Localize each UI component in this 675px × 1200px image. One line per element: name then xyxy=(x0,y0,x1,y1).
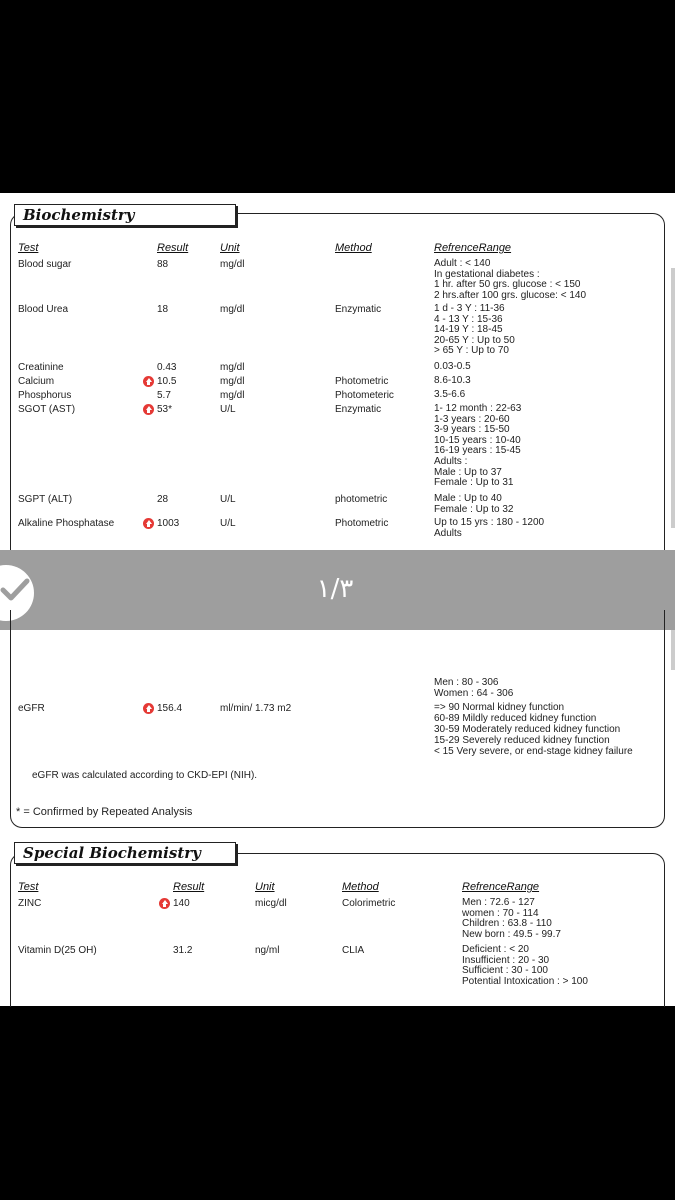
test-method: Enzymatic xyxy=(335,304,382,315)
sp-header-range: RefrenceRange xyxy=(462,881,540,893)
test-name: Alkaline Phosphatase xyxy=(18,518,115,529)
reference-range-line: 1 hr. after 50 grs. glucose : < 150 xyxy=(434,279,581,291)
test-result: 10.5 xyxy=(157,376,177,387)
test-unit: mg/dl xyxy=(220,304,245,315)
alk-range-women: Women : 64 - 306 xyxy=(434,688,514,699)
special-biochemistry-title: Special Biochemistry xyxy=(14,842,236,864)
header-range: RefrenceRange xyxy=(434,242,512,254)
test-result: 53* xyxy=(157,404,173,415)
reference-range-line: 1-3 years : 20-60 xyxy=(434,413,510,425)
test-result: 0.43 xyxy=(157,362,177,373)
high-flag-icon xyxy=(143,703,154,714)
reference-range-line: 4 - 13 Y : 15-36 xyxy=(434,313,503,325)
egfr-range-5: < 15 Very severe, or end-stage kidney failure xyxy=(434,746,633,757)
test-name: Blood Urea xyxy=(18,304,69,315)
egfr-range-3: 30-59 Moderately reduced kidney function xyxy=(434,724,621,735)
reference-range-line: 1 d - 3 Y : 11-36 xyxy=(434,303,505,314)
reference-range-line: Adults : xyxy=(434,456,468,467)
reference-range-line: 0.03-0.5 xyxy=(434,361,471,372)
reference-range-line: women : 70 - 114 xyxy=(462,907,539,919)
test-name: Phosphorus xyxy=(18,390,72,401)
test-result: 88 xyxy=(157,259,169,270)
reference-range-line: New born : 49.5 - 99.7 xyxy=(462,928,561,940)
reference-range-line: Female : Up to 31 xyxy=(434,477,514,489)
egfr-range-4: 15-29 Severely reduced kidney function xyxy=(434,735,610,746)
test-name: Blood sugar xyxy=(18,259,72,270)
test-unit: mg/dl xyxy=(220,362,245,373)
reference-range-line: 1- 12 month : 22-63 xyxy=(434,403,522,414)
test-result: 31.2 xyxy=(173,945,193,956)
header-test: Test xyxy=(18,242,39,254)
header-result: Result xyxy=(157,242,189,254)
reference-range-line: Up to 15 yrs : 180 - 1200 xyxy=(434,517,545,528)
report-page-1 xyxy=(0,193,675,550)
test-unit: mg/dl xyxy=(220,259,245,270)
reference-range-line: Insufficient : 20 - 30 xyxy=(462,954,550,966)
egfr-result: 156.4 xyxy=(157,703,183,714)
reference-range-line: In gestational diabetes : xyxy=(434,268,540,280)
reference-range-line: Female : Up to 32 xyxy=(434,503,514,515)
test-result: 5.7 xyxy=(157,390,171,401)
test-unit: mg/dl xyxy=(220,390,245,401)
header-unit: Unit xyxy=(220,242,240,254)
reference-range-line: Deficient : < 20 xyxy=(462,944,529,955)
test-name: ZINC xyxy=(18,898,42,909)
egfr-note: eGFR was calculated according to CKD-EPI (NIH). xyxy=(32,770,258,781)
test-unit: U/L xyxy=(220,494,236,505)
test-unit: mg/dl xyxy=(220,376,245,387)
test-result: 140 xyxy=(173,898,190,909)
egfr-unit: ml/min/ 1.73 m2 xyxy=(220,703,292,714)
header-method: Method xyxy=(335,242,372,254)
reference-range-line: Adult : < 140 xyxy=(434,258,491,269)
test-method: photometric xyxy=(335,494,388,505)
reference-range-line: Men : 72.6 - 127 xyxy=(462,897,535,908)
reference-range-line: 20-65 Y : Up to 50 xyxy=(434,334,515,346)
test-method: Enzymatic xyxy=(335,404,382,415)
test-name: Calcium xyxy=(18,376,55,387)
reference-range-line: 2 hrs.after 100 grs. glucose: < 140 xyxy=(434,289,587,301)
test-method: Photometric xyxy=(335,376,389,387)
scroll-edge xyxy=(671,268,675,528)
high-flag-icon xyxy=(143,518,154,529)
sp-header-result: Result xyxy=(173,881,205,893)
test-name: Vitamin D(25 OH) xyxy=(18,945,97,956)
high-flag-icon xyxy=(143,404,154,415)
test-unit: micg/dl xyxy=(255,898,287,909)
test-method: Photometeric xyxy=(335,390,394,401)
high-flag-icon xyxy=(159,898,170,909)
test-method: Photometric xyxy=(335,518,389,529)
high-flag-icon xyxy=(143,376,154,387)
test-name: SGPT (ALT) xyxy=(18,494,73,505)
reference-range-line: Children : 63.8 - 110 xyxy=(462,918,552,930)
test-unit: U/L xyxy=(220,404,236,415)
reference-range-line: > 65 Y : Up to 70 xyxy=(434,345,509,357)
test-result: 1003 xyxy=(157,518,180,529)
sp-header-unit: Unit xyxy=(255,881,275,893)
reference-range-line: Male : Up to 40 xyxy=(434,493,502,504)
test-result: 18 xyxy=(157,304,169,315)
reference-range-line: Adults xyxy=(434,527,462,539)
test-unit: U/L xyxy=(220,518,236,529)
egfr-range-2: 60-89 Mildly reduced kidney function xyxy=(434,713,597,724)
sp-header-test: Test xyxy=(18,881,39,893)
test-unit: ng/ml xyxy=(255,945,280,956)
footnote: * = Confirmed by Repeated Analysis xyxy=(16,806,193,818)
egfr-range-1: => 90 Normal kidney function xyxy=(434,702,565,713)
egfr-test: eGFR xyxy=(18,703,45,714)
alk-range-men: Men : 80 - 306 xyxy=(434,677,499,688)
page-indicator: ١/٣ xyxy=(316,574,354,604)
reference-range-line: Sufficient : 30 - 100 xyxy=(462,965,548,977)
test-method: CLIA xyxy=(342,945,365,956)
reference-range-line: 8.6-10.3 xyxy=(434,375,471,386)
test-name: Creatinine xyxy=(18,362,64,373)
report-page-2 xyxy=(0,630,675,1006)
reference-range-line: 3-9 years : 15-50 xyxy=(434,424,510,436)
test-name: SGOT (AST) xyxy=(18,404,76,415)
reference-range-line: 14-19 Y : 18-45 xyxy=(434,324,503,336)
scroll-edge-2 xyxy=(671,630,675,670)
test-result: 28 xyxy=(157,494,169,505)
sp-header-method: Method xyxy=(342,881,379,893)
test-method: Colorimetric xyxy=(342,898,396,909)
reference-range-line: 3.5-6.6 xyxy=(434,389,466,400)
reference-range-line: Potential Intoxication : > 100 xyxy=(462,975,588,987)
reference-range-line: 10-15 years : 10-40 xyxy=(434,434,521,446)
biochemistry-title: Biochemistry xyxy=(14,204,236,226)
reference-range-line: 16-19 years : 15-45 xyxy=(434,445,521,457)
reference-range-line: Male : Up to 37 xyxy=(434,466,502,478)
